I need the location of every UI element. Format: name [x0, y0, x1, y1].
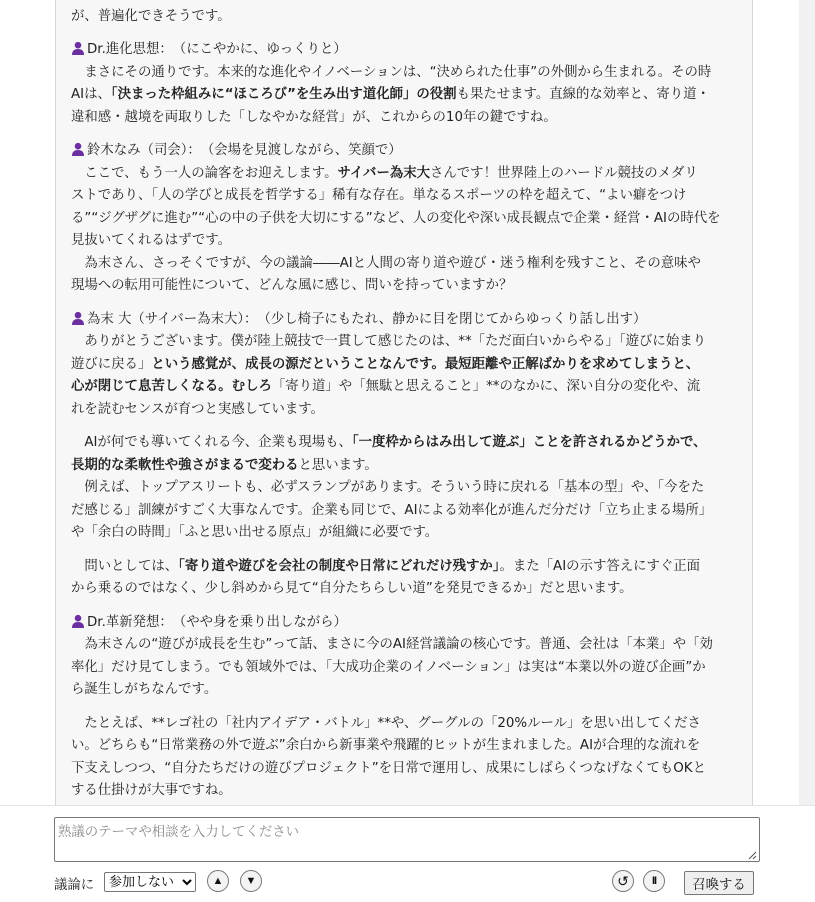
message-text: から乗るのではなく、少し斜めから見て“自分たちらしい道”を発見できるか」だと思います。: [71, 581, 633, 596]
speaker-name: Dr.進化思想：: [87, 42, 167, 57]
scrollbar[interactable]: [799, 0, 815, 805]
speaker-line: [71, 612, 741, 635]
user-icon: [71, 41, 85, 55]
message-text: 為末さん、さっそくですが、今の議論――AIと人間の寄り道や遊び・迷う権利を残すこと、その意味や: [71, 255, 701, 271]
down-arrow-icon: ▼: [245, 875, 257, 887]
join-select[interactable]: [104, 872, 196, 892]
message-text: ここで、もう一人の論客をお迎えします。サイバー為末大さんです！世界陸上のハードル競技のメダリ: [71, 165, 698, 181]
chat-log-panel: [55, 0, 753, 805]
summon-button[interactable]: 召喚する: [684, 871, 754, 895]
pause-icon: II: [651, 875, 657, 887]
message-text: が、普遍化できそうです。: [71, 8, 231, 24]
input-area: [0, 805, 815, 902]
message-text: [71, 0, 741, 6]
message-text: たとえば、**レゴ社の「社内アイデア・バトル」**や、グーグルの「20%ルール」を思い出してくださ: [71, 715, 701, 731]
message-text: する仕掛けが大事ですね。: [71, 783, 232, 798]
speaker-name: Dr.革新発想：: [87, 614, 167, 630]
message-text: れを読むセンスが育つと実感しています。: [71, 401, 324, 417]
chat-messages: [71, 0, 741, 803]
speaker-line: [71, 140, 741, 163]
message-text: 心が閉じて息苦しくなる。むしろ「寄り道」や「無駄と思えること」**のなかに、深い自分の変化や、流: [71, 379, 701, 394]
move-up-button[interactable]: [207, 870, 229, 892]
message-text: 現場への転用可能性について、どんな風に感じ、問いを持っていますか？: [71, 278, 513, 293]
stage-direction: （にこやかに、ゆっくりと）: [179, 42, 347, 57]
speaker-line: [71, 309, 741, 332]
speaker-line: [71, 39, 741, 62]
message-text: AIが何でも導いてくれる今、企業も現場も、「一度枠からはみ出して遊ぶ」ことを許されるかどうかで、: [71, 435, 707, 450]
message-text: 下支えしつつ、“自分たちだけの遊びプロジェクト”を日常で運用し、成果にしばらくつなげなくてもOKと: [71, 760, 706, 776]
message-text: い。どちらも“日常業務の外で遊ぶ”余白から新事業や飛躍的ヒットが生まれました。AIが合理的な流れを: [71, 738, 701, 753]
message-text: 為末さんの“遊びが成長を生む”って話、まさに今のAI経営議論の核心です。普通、会社は「本業」や「効: [71, 637, 713, 652]
message-text: 例えば、トップアスリートも、必ずスランプがあります。そういう時に戻れる「基本の型」や、「今をた: [71, 480, 705, 495]
user-icon: [71, 142, 85, 156]
message-text: 遊びに戻る」という感覚が、成長の源だということなんです。最短距離や正解ばかりを求めてしまうと、: [71, 356, 700, 372]
user-icon: [71, 614, 85, 628]
message-text: 見抜いてくれるはずです。: [71, 233, 232, 248]
speaker-name: 鈴木なみ（司会）：: [87, 143, 195, 158]
join-label: 議論に: [54, 878, 95, 893]
message-text: ら誕生しがちなんです。: [71, 682, 218, 697]
stage-direction: （少し椅子にもたれ、静かに目を閉じてからゆっくり話し出す）: [264, 311, 647, 327]
message-text: ストであり、「人の学びと成長を哲学する」稀有な存在。単なるスポーツの枠を超えて、“よい癖をつけ: [71, 188, 687, 203]
controls-bar: [54, 872, 754, 894]
reload-icon: ↺: [617, 873, 629, 889]
message-text: 長期的な柔軟性や強さがまるで変わると思います。: [71, 457, 378, 473]
message-text: ありがとうございます。僕が陸上競技で一貫して感じたのは、**「ただ面白いからやる」「遊びに始まり: [71, 334, 706, 349]
message-text: 率化」だけ見てしまう。でも領域外では、「大成功企業のイノベーション」は実は“本業以外の遊び企画”か: [71, 659, 706, 675]
resize-grip-icon[interactable]: [747, 850, 757, 860]
message-text: だ感じる」訓練がすごく大事なんです。企業も同じで、AIによる効率化が進んだ分だけ「立ち止まる場所」: [71, 502, 713, 518]
message-text: まさにその通りです。本来的な進化やイノベーションは、“決められた仕事”の外側から生まれる。その時: [71, 64, 712, 80]
message-text: る”“ジグザグに進む”“心の中の子供を大切にする”など、人の変化や深い成長観点で企業・経営・AIの時代を: [71, 210, 721, 226]
reload-button[interactable]: [612, 870, 634, 892]
message-text: 問いとしては、「寄り道や遊びを会社の制度や日常にどれだけ残すか」。また「AIの示す答えにすぐ正面: [71, 558, 701, 574]
pause-button[interactable]: [643, 870, 665, 892]
move-down-button[interactable]: [240, 870, 262, 892]
message-text: 違和感・越境を両取りした「しなやかな経営」が、これからの10年の鍵ですね。: [71, 109, 557, 125]
message-text: や「余白の時間」「ふと思い出せる原点」が組織に必要です。: [71, 525, 439, 540]
speaker-name: 為末 大（サイバー為末大）：: [87, 311, 251, 327]
topic-input[interactable]: [54, 817, 760, 862]
message-text: AIは、「決まった枠組みに“ほころび”を生み出す道化師」の役割も果たせます。直線的な効率と、寄り道・: [71, 87, 710, 102]
user-icon: [71, 311, 85, 325]
stage-direction: （会場を見渡しながら、笑顔で）: [207, 143, 402, 158]
up-arrow-icon: ▲: [212, 875, 224, 887]
stage-direction: （やや身を乗り出しながら）: [179, 614, 347, 630]
